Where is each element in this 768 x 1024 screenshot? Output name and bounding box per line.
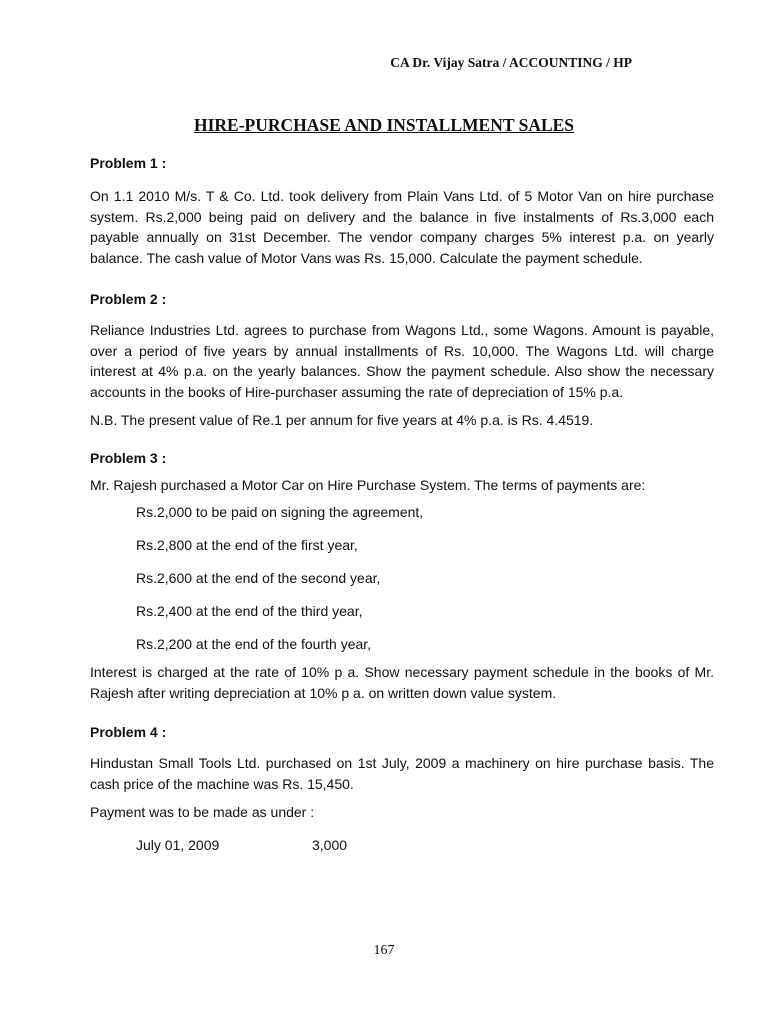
problem-heading: Problem 2 : bbox=[90, 291, 167, 307]
problem-text: On 1.1 2010 M/s. T & Co. Ltd. took delivery from Plain Vans Ltd. of 5 Motor Van on hire purchase system. Rs.2,000 being paid on delivery and the balance in five instalments of Rs.3,000 each payable annually on 31st December. The vendor company charges 5% interest p.a. on yearly balance. The cash value of Motor Vans was Rs. 15,000. Calculate the payment schedule. bbox=[90, 188, 714, 266]
page-number: 167 bbox=[373, 943, 395, 958]
problem-4 bbox=[90, 723, 714, 854]
payment-amount: 3,000 bbox=[312, 836, 348, 853]
problem-text: Hindustan Small Tools Ltd. purchased on 1st July, 2009 a machinery on hire purchase basis. The cash price of the machine was Rs. 15,450. bbox=[90, 755, 714, 792]
payment-term: Rs.2,200 at the end of the fourth year, bbox=[136, 636, 372, 652]
payment-date: July 01, 2009 bbox=[136, 836, 220, 853]
problem-heading: Problem 3 : bbox=[90, 449, 167, 466]
problem-intro: Payment was to be made as under : bbox=[90, 804, 315, 820]
problem-2 bbox=[90, 290, 714, 431]
chapter-title: HIRE-PURCHASE AND INSTALLMENT SALES bbox=[193, 115, 575, 135]
problem-heading: Problem 4 : bbox=[90, 724, 167, 740]
problem-1 bbox=[90, 154, 714, 268]
payment-term: Rs.2,600 at the end of the second year, bbox=[136, 570, 381, 586]
content-body bbox=[90, 154, 714, 854]
problem-text: Reliance Industries Ltd. agrees to purchase from Wagons Ltd., some Wagons. Amount is payable, over a period of five years by annual installments of Rs. 10,000. The Wagons Ltd. will charge interest at 4% p.a. on the yearly balances. Show the payment schedule. Also show the necessary accounts in the books of Hire-purchaser assuming the rate of depreciation of 15% p.a. bbox=[90, 322, 714, 400]
problem-heading: Problem 1 : bbox=[90, 155, 167, 171]
problem-3 bbox=[90, 449, 714, 704]
problem-text: Interest is charged at the rate of 10% p a. Show necessary payment schedule in the books of Mr. Rajesh after writing depreciation at 10% p a. on written down value system. bbox=[90, 664, 714, 701]
running-header: CA Dr. Vijay Satra / ACCOUNTING / HP bbox=[390, 55, 632, 70]
payment-row bbox=[90, 836, 714, 854]
payment-term: Rs.2,800 at the end of the first year, bbox=[136, 537, 358, 553]
payment-term: Rs.2,400 at the end of the third year, bbox=[136, 603, 363, 619]
problem-note: N.B. The present value of Re.1 per annum for five years at 4% p.a. is Rs. 4.4519. bbox=[90, 412, 594, 428]
payment-term: Rs.2,000 to be paid on signing the agreement, bbox=[136, 504, 424, 520]
problem-intro: Mr. Rajesh purchased a Motor Car on Hire Purchase System. The terms of payments are: bbox=[90, 476, 646, 493]
